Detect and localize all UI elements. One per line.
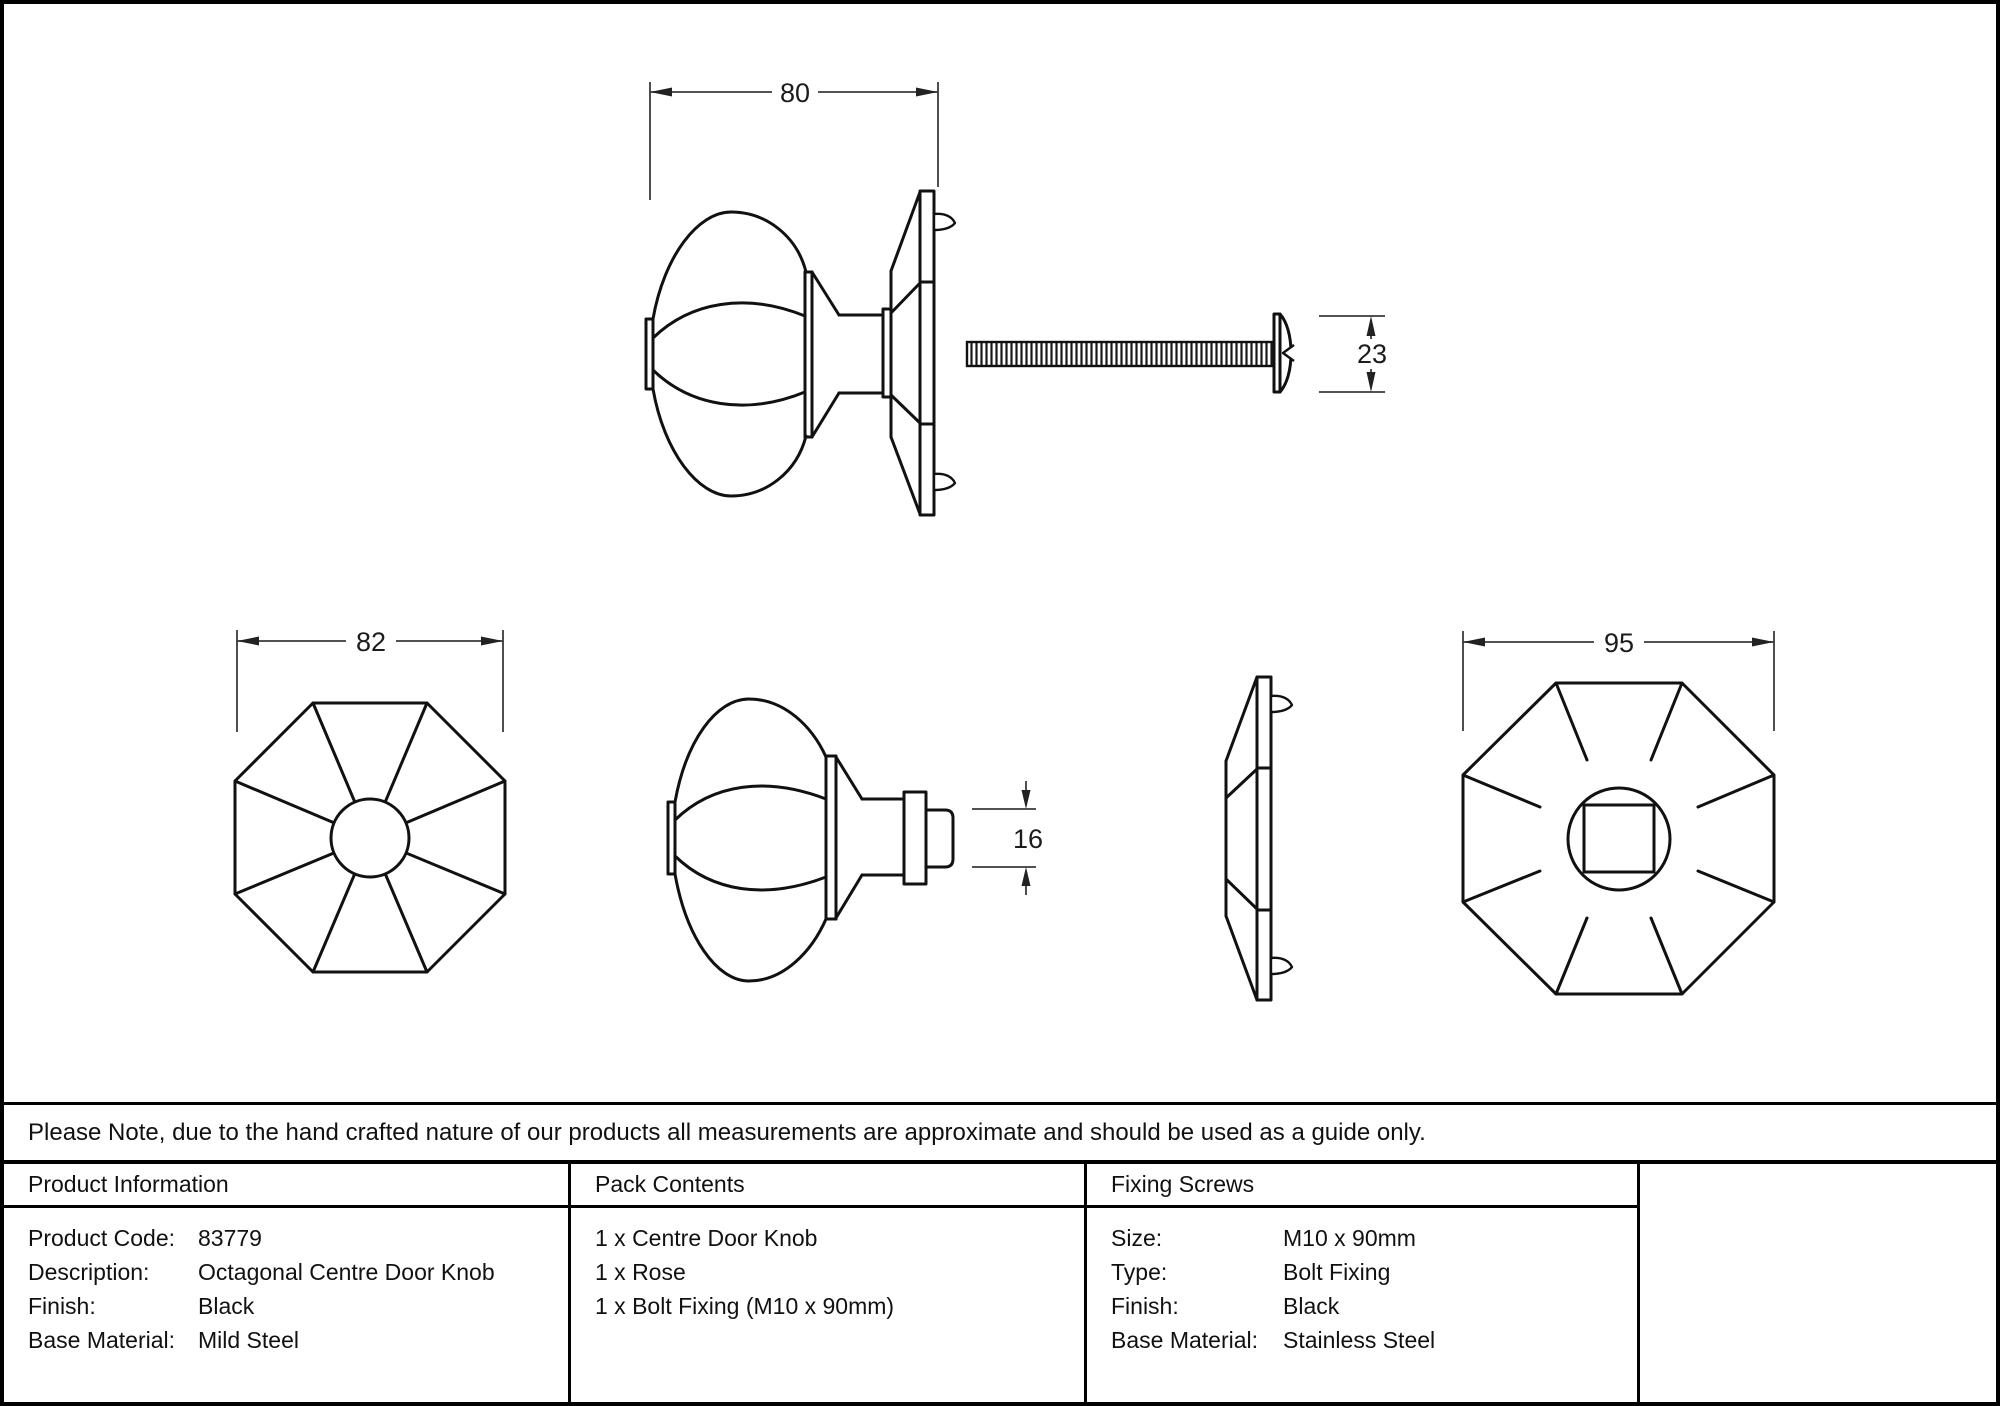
pack-contents-body (571, 1208, 1084, 1323)
table-row (1111, 1289, 1637, 1323)
row-label: Type: (1111, 1258, 1168, 1285)
pack-contents-column (571, 1164, 1087, 1402)
row-value: Black (1283, 1292, 1340, 1319)
fixing-screws-column (1087, 1164, 1640, 1402)
table-row (1111, 1323, 1637, 1357)
fixing-lug-bottom-2 (1271, 958, 1292, 974)
row-value: Mild Steel (198, 1326, 299, 1353)
measurement-note (4, 1102, 1996, 1160)
row-value: Black (198, 1292, 255, 1319)
knob-side-view (646, 212, 883, 496)
product-information-header: Product Information (4, 1164, 568, 1208)
row-label: Description: (28, 1258, 150, 1285)
spindle-collar (904, 792, 926, 884)
fixing-screws-body (1087, 1208, 1637, 1357)
table-row (28, 1221, 568, 1255)
dimension-rose-width (1463, 628, 1774, 731)
list-item: 1 x Bolt Fixing (M10 x 90mm) (595, 1292, 895, 1319)
row-value: Bolt Fixing (1283, 1258, 1391, 1285)
dimension-knob-face-width (237, 627, 503, 732)
row-value: M10 x 90mm (1283, 1224, 1416, 1251)
table-row (28, 1255, 568, 1289)
spindle-boss (926, 810, 953, 867)
row-label: Finish: (28, 1292, 96, 1319)
dimension-label-23: 23 (1356, 339, 1388, 369)
knob-centre-boss (331, 799, 409, 877)
dimension-label-80: 80 (779, 78, 811, 108)
product-technical-drawing (4, 4, 2000, 1100)
knob-end-cap (646, 319, 653, 389)
row-value: Stainless Steel (1283, 1326, 1436, 1353)
row-label: Finish: (1111, 1292, 1179, 1319)
rose-back-plate (920, 191, 934, 515)
rose-collar (883, 309, 891, 397)
rose-side-view (883, 191, 955, 515)
row-value: 83779 (198, 1224, 262, 1251)
rose-profile-view (1226, 677, 1292, 1000)
table-row (1111, 1221, 1637, 1255)
bolt-threaded-shaft (967, 342, 1274, 366)
product-information-body (4, 1208, 568, 1357)
fixing-screws-header: Fixing Screws (1087, 1164, 1637, 1208)
dimension-label-95: 95 (1603, 628, 1635, 658)
row-label: Base Material: (28, 1326, 176, 1353)
dimension-label-82: 82 (355, 627, 387, 657)
empty-cell (1640, 1164, 1996, 1402)
dimension-bolt-head-diameter (1319, 316, 1387, 392)
row-label: Size: (1111, 1224, 1163, 1251)
list-item: 1 x Centre Door Knob (595, 1224, 818, 1251)
knob-front-view (235, 703, 505, 972)
fixing-lug-bottom (934, 474, 955, 490)
knob-profile-view (668, 699, 953, 981)
table-row (1111, 1255, 1637, 1289)
pack-contents-header: Pack Contents (571, 1164, 1084, 1208)
dimension-knob-assembly-width (650, 78, 938, 200)
knob-end-cap-2 (668, 802, 675, 874)
row-value: Octagonal Centre Door Knob (198, 1258, 495, 1285)
dimension-label-16: 16 (1012, 824, 1044, 854)
rose-plate-profile (1257, 677, 1271, 1000)
row-label: Base Material: (1111, 1326, 1259, 1353)
measurement-note-text: Please Note, due to the hand crafted nature of our products all measurements are approximate and should be used as a guide only. (28, 1118, 1426, 1146)
table-row (28, 1289, 568, 1323)
fixing-lug-top (934, 214, 955, 230)
row-label: Product Code: (28, 1224, 176, 1251)
product-information-column (4, 1164, 571, 1402)
fixing-lug-top-2 (1271, 696, 1292, 712)
product-info-table (4, 1160, 1996, 1402)
dimension-spindle-boss-height (972, 781, 1043, 895)
rose-front-view (1463, 683, 1774, 994)
fixing-bolt-drawing (967, 314, 1294, 392)
table-row (28, 1323, 568, 1357)
list-item: 1 x Rose (595, 1258, 686, 1285)
